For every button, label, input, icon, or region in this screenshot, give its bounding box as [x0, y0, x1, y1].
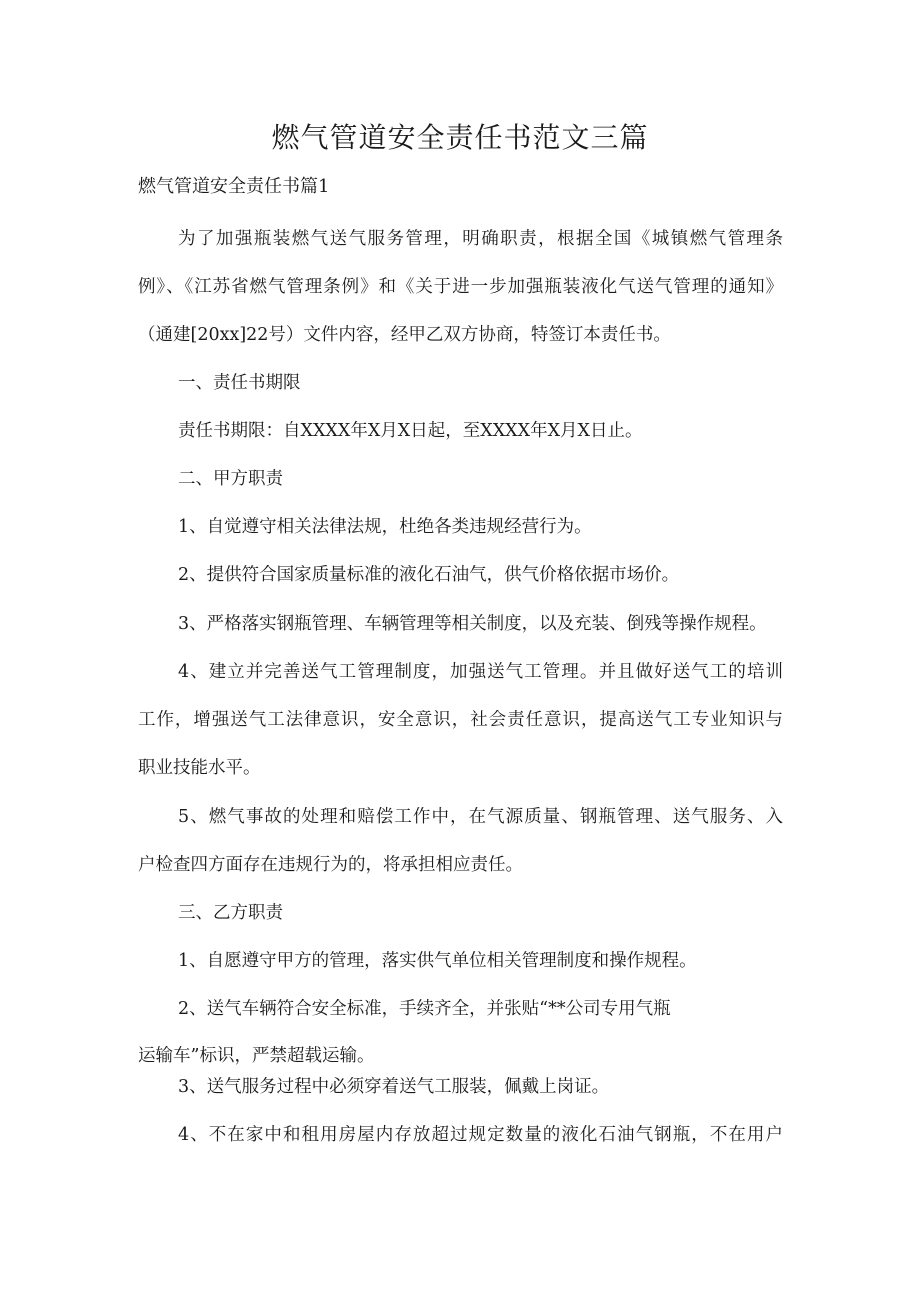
paragraph-line: 为了加强瓶装燃气送气服务管理，明确职责，根据全国《城镇燃气管理条	[178, 229, 783, 249]
paragraph-line: 工作，增强送气工法律意识，安全意识，社会责任意识，提高送气工专业知识与	[138, 710, 783, 730]
list-item: 4、不在家中和租用房屋内存放超过规定数量的液化石油气钢瓶，不在用户	[178, 1125, 783, 1145]
list-item: 1、自愿遵守甲方的管理，落实供气单位相关管理制度和操作规程。	[178, 951, 697, 971]
paragraph-line: 例》、《江苏省燃气管理条例》和《关于进一步加强瓶装液化气送气管理的通知》	[138, 277, 783, 297]
list-item: 3、严格落实钢瓶管理、车辆管理等相关制度，以及充装、倒残等操作规程。	[178, 614, 767, 634]
document-subtitle: 燃气管道安全责任书篇1	[138, 176, 330, 197]
paragraph-line: 责任书期限：自XXXX年X月X日起，至XXXX年X月X日止。	[178, 421, 643, 441]
section-heading: 二、甲方职责	[178, 469, 283, 489]
list-item: 5、燃气事故的处理和赔偿工作中，在气源质量、钢瓶管理、送气服务、入	[178, 807, 783, 827]
section-heading: 三、乙方职责	[178, 903, 283, 923]
paragraph-line: （通建[20xx]22号）文件内容，经甲乙双方协商，特签订本责任书。	[138, 325, 671, 345]
paragraph-line: 运输车”标识，严禁超载运输。	[138, 1046, 375, 1066]
paragraph-line: 职业技能水平。	[138, 758, 261, 778]
list-item: 2、提供符合国家质量标准的液化石油气，供气价格依据市场价。	[178, 565, 680, 585]
list-item: 2、送气车辆符合安全标准，手续齐全，并张贴“**公司专用气瓶	[178, 999, 671, 1019]
list-item: 3、送气服务过程中必须穿着送气工服装，佩戴上岗证。	[178, 1077, 610, 1097]
list-item: 1、自觉遵守相关法律法规，杜绝各类违规经营行为。	[178, 517, 592, 537]
section-heading: 一、责任书期限	[178, 373, 301, 393]
paragraph-line: 户检查四方面存在违规行为的，将承担相应责任。	[138, 855, 523, 875]
list-item: 4、建立并完善送气工管理制度，加强送气工管理。并且做好送气工的培训	[178, 662, 783, 682]
document-title: 燃气管道安全责任书范文三篇	[271, 121, 649, 154]
